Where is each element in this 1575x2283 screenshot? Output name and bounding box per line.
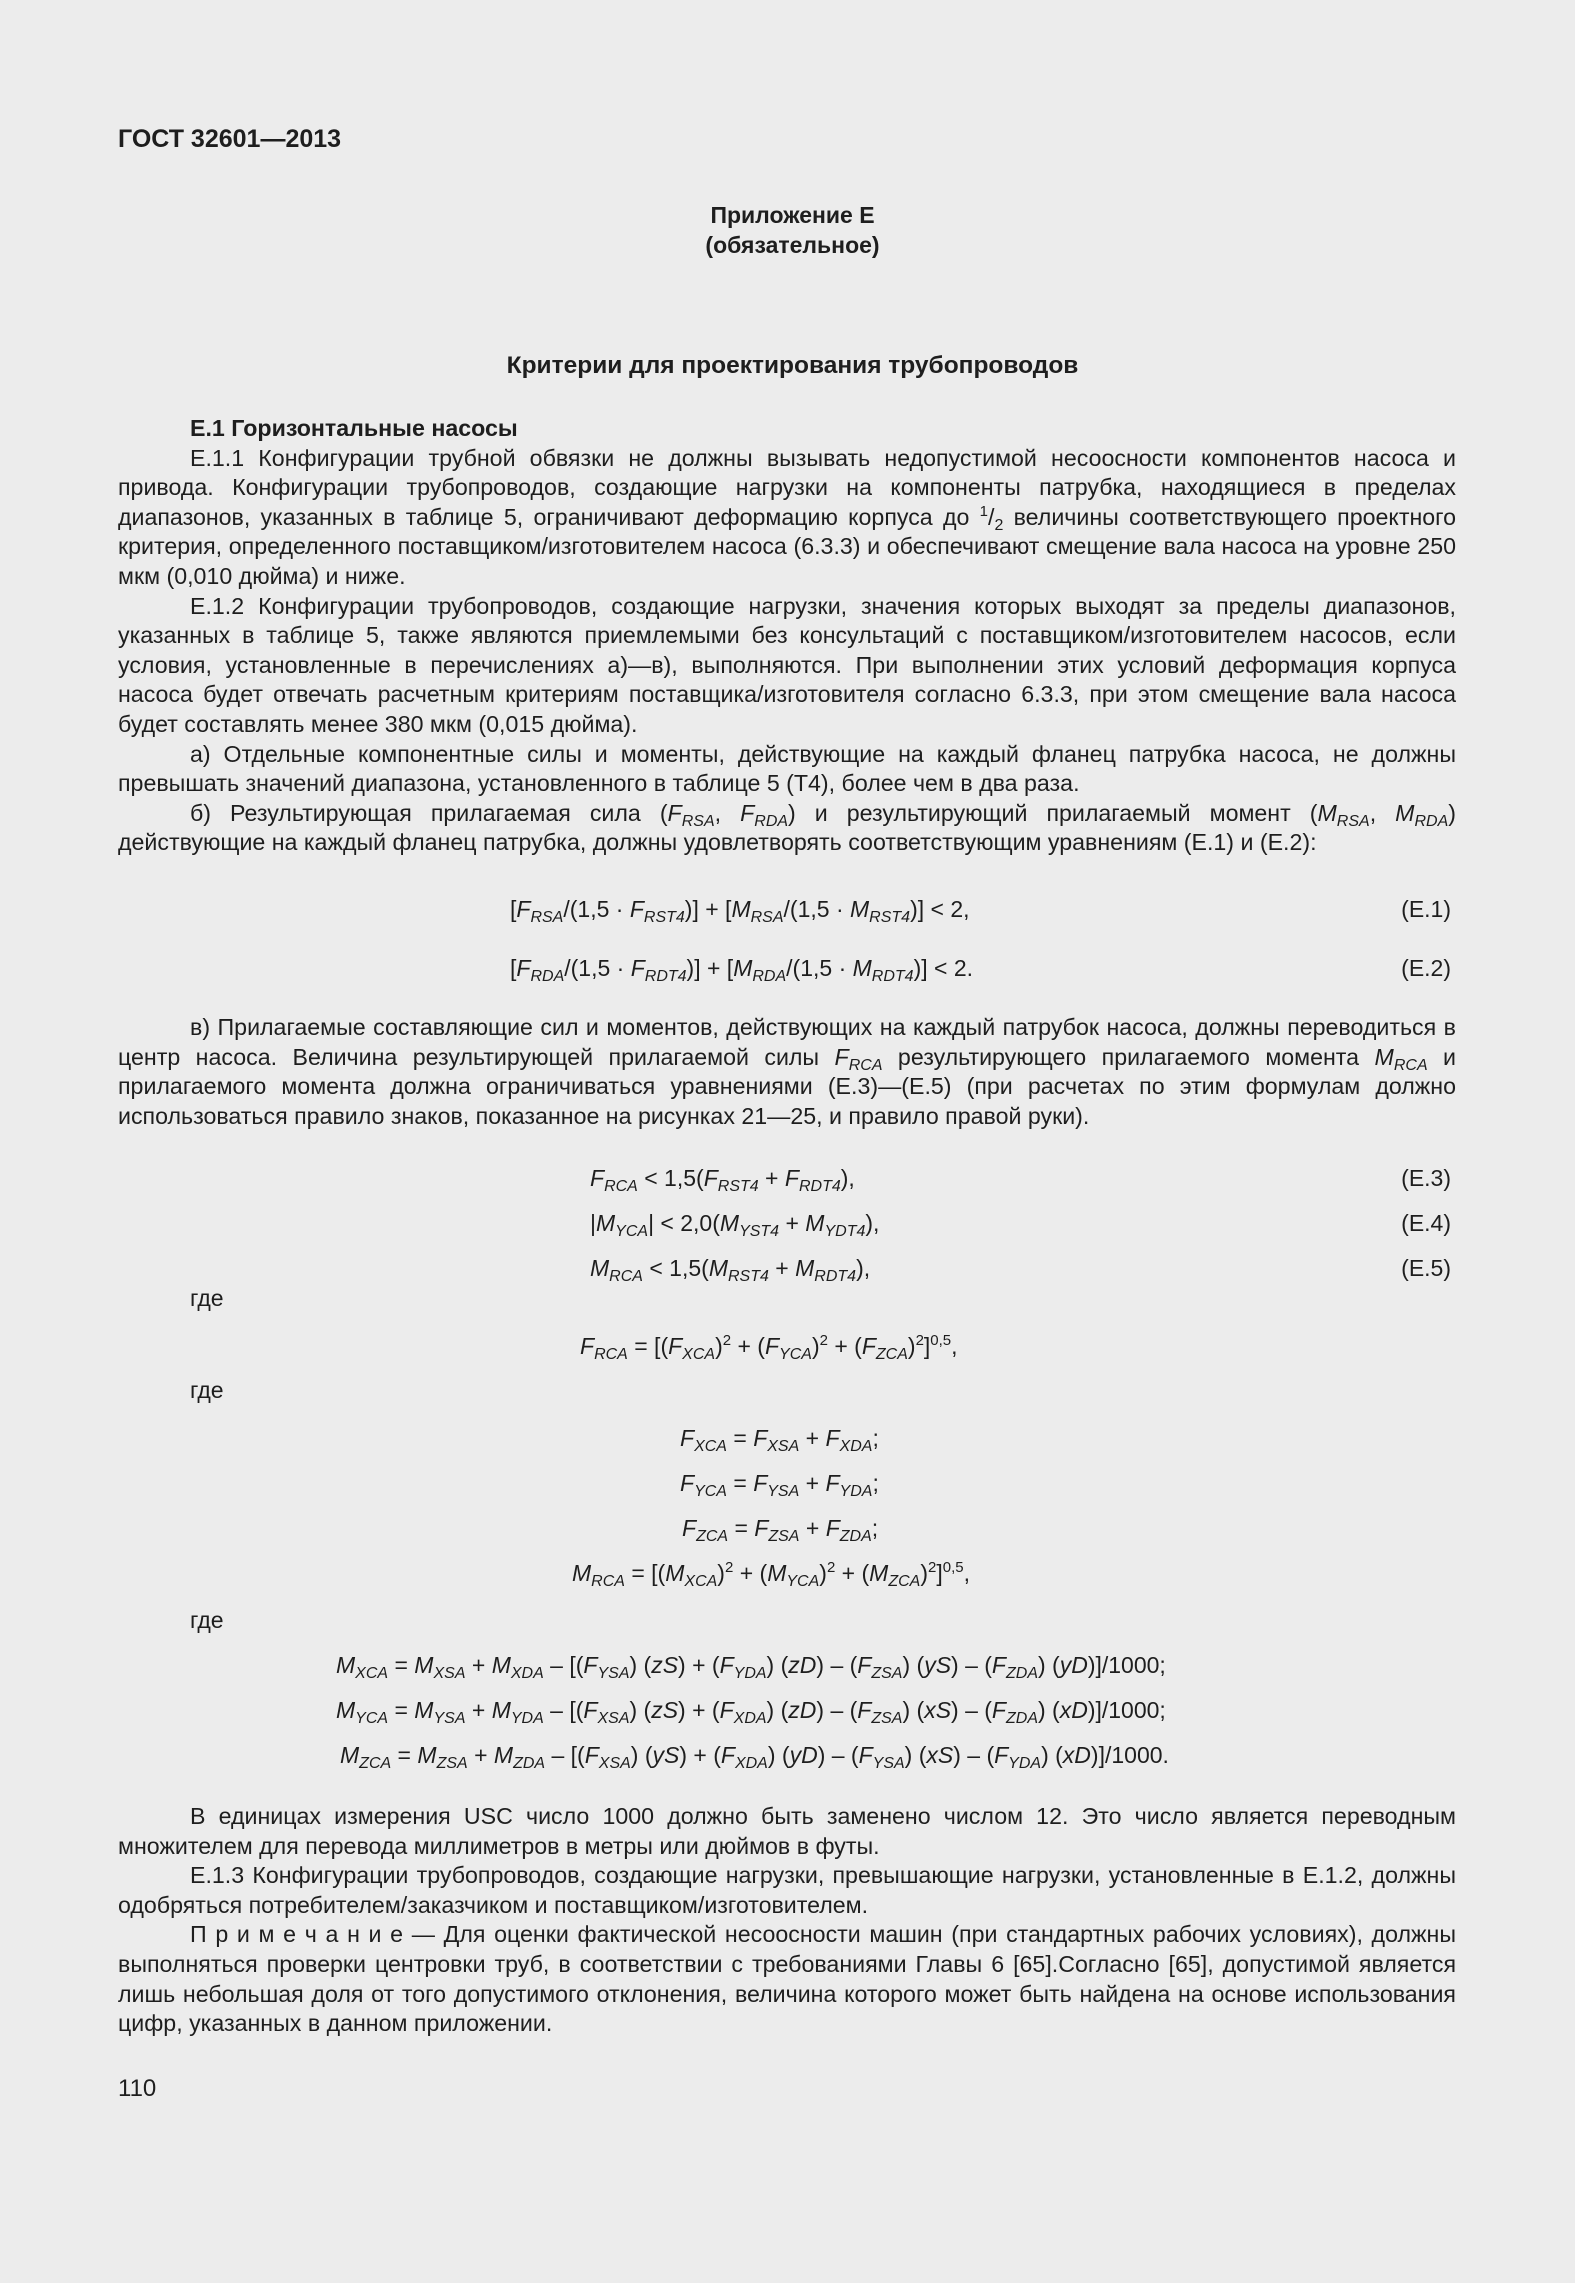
- section-heading: Критерии для проектирования трубопроводов: [506, 352, 1079, 379]
- equation-fxca: $F_{XCA} = F_{XSA} + F_{XDA}$;: [680, 1425, 879, 1455]
- paragraph-e1-1: Е.1.1 Конфигурации трубной обвязки не должны вызывать недопустимой несоосности компонентов насоса и привода. Конфигурации трубопроводов, создающие нагрузки на компоненты патрубка, находящиеся в пределах диапазонов, указанных в таблице 5, ограничивают деформацию корпуса до $^1/_2$ величины соответствующего проектного критерия, определенного поставщиком/изготовителем насоса (6.3.3) и обеспечивают смещение вала насоса на уровне 250 мкм (0,010 дюйма) и ниже.: [118, 444, 1456, 589]
- equation-number-e2: (Е.2): [1401, 955, 1451, 981]
- paragraph-item-v-block: [118, 1013, 1456, 1131]
- fraction-numerator: 1: [979, 502, 988, 520]
- equation-mzca: $M_{ZCA} = M_{ZSA} + M_{ZDA} - [(F_{XSA}) (yS) + (F_{XDA})$ $(yD) - (F_{YSA})$ $(xS) - (F_{YDA})$ (xD)]/1000.: [340, 1742, 1169, 1772]
- note-label: П р и м е ч а н и е: [190, 1921, 404, 1948]
- paragraph-item-v: в) Прилагаемые составляющие сил и моментов, действующих на каждый патрубок насоса, должны переводиться в центр насоса. Величина результирующей прилагаемой силы $F_{RCA}$ результирующего прилагаемого момента $M_{RCA}$ и прилагаемого момента должна ограничиваться уравнениями (Е.3)—(Е.5) (при расчетах по этим формулам должно использоваться правило знаков, показанное на рисунках 21—25, и правило правой руки).: [118, 1014, 1456, 1129]
- equation-number-e1: (Е.1): [1401, 896, 1451, 922]
- paragraph-e1-2: Е.1.2 Конфигурации трубопроводов, создающие нагрузки, значения которых выходят за пределы диапазонов, указанных в таблице 5, также являются приемлемыми без консультаций с поставщиком/изготовителем насосов, если условия, установленные в перечислениях а)—в), выполняются. При выполнении этих условий деформация корпуса насоса будет отвечать расчетным критериям поставщика/изготовителя согласно 6.3.3, при этом смещение вала насоса будет составлять менее 380 мкм (0,015 дюйма).: [118, 592, 1456, 737]
- equation-e4: $|M_{YCA}| < 2,0(M_{YST4} + M_{YDT4})$,: [590, 1210, 880, 1240]
- equation-frca: $F_{RCA} = [(F_{XCA})^2 + (F_{YCA})^2 + (F_{ZCA})^2]^{0,5}$,: [580, 1332, 958, 1363]
- equation-number-e3: (Е.3): [1401, 1165, 1451, 1191]
- standard-number: ГОСТ 32601—2013: [118, 125, 342, 153]
- equation-fyca: $F_{YCA} = F_{YSA} + F_{YDA}$;: [680, 1470, 879, 1500]
- paragraph-item-a: а) Отдельные компонентные силы и моменты, действующие на каждый фланец патрубка насоса, не должны превышать значений диапазона, установленного в таблице 5 (Т4), более чем в два раза.: [118, 740, 1456, 797]
- fraction-denominator: 2: [994, 516, 1004, 534]
- paragraph-e1-3: Е.1.3 Конфигурации трубопроводов, создающие нагрузки, превышающие нагрузки, установленные в Е.1.2, должны одобряться потребителем/заказчиком и поставщиком/изготовителем.: [118, 1862, 1456, 1918]
- page-number: 110: [118, 2075, 157, 2102]
- paragraph-e1-1-end: величины соответствующего проектного критерия, определенного поставщиком/изготовителем насоса (6.3.3) и обеспечивают смещение вала насоса на уровне 250 мкм (0,010 дюйма) и ниже.: [118, 503, 1456, 589]
- equation-fzca: $F_{ZCA} = F_{ZSA} + F_{ZDA}$;: [682, 1515, 879, 1545]
- annex-status: (обязательное): [705, 232, 880, 258]
- equation-number-e5: (Е.5): [1401, 1255, 1451, 1281]
- equation-e2: $[F_{RDA}/(1,5 \cdot F_{RDT4})] + [M_{RDA}/(1,5 \cdot M_{RDT4})] < 2$.: [510, 955, 974, 985]
- where-label-1: где: [190, 1285, 224, 1311]
- annex-label: Приложение Е: [710, 202, 875, 228]
- equation-mxca: $M_{XCA} = M_{XSA} + M_{XDA} - [(F_{YSA}) (zS) + (F_{YDA})$ $(zD) - (F_{ZSA})$ $(yS) - (F_{ZDA})$ (yD)]/1000;: [336, 1652, 1166, 1682]
- paragraph-usc: В единицах измерения USC число 1000 должно быть заменено числом 12. Это число является переводным множителем для перевода миллиметров в метры или дюймов в футы.: [118, 1803, 1456, 1859]
- paragraph-e1-1-start: Е.1.1 Конфигурации трубной обвязки не должны вызывать недопустимой несоосности компонентов насоса и привода. Конфигурации трубопроводов, создающие нагрузки на компоненты патрубка, находящиеся в пределах диапазонов, указанных в таблице 5, ограничивают деформацию корпуса до: [118, 444, 1456, 530]
- closing-text: [118, 1802, 1456, 2039]
- where-label-2: где: [190, 1377, 224, 1403]
- annex-title: [0, 200, 1575, 260]
- where-label-3: где: [190, 1607, 224, 1633]
- equation-e3: $F_{RCA} < 1,5(F_{RST4} + F_{RDT4})$,: [590, 1165, 855, 1195]
- equation-myca: $M_{YCA} = M_{YSA} + M_{YDA} - [(F_{XSA}) (zS) + (F_{XDA})$ $(zD) - (F_{ZSA})$ $(xS) - (F_{ZDA})$ (xD)]/1000;: [336, 1697, 1166, 1727]
- equation-e5: $M_{RCA} < 1,5(M_{RST4} + M_{RDT4})$,: [590, 1255, 871, 1285]
- equation-mrca: $M_{RCA} = [(M_{XCA})^2 + (M_{YCA})^2 + (M_{ZCA})^2]^{0,5}$,: [572, 1559, 970, 1590]
- section-e1-text: [118, 414, 1456, 858]
- equation-e1: $[F_{RSA}/(1,5 \cdot F_{RST4})] + [M_{RSA}/(1,5 \cdot M_{RST4})] < 2$,: [510, 896, 970, 926]
- paragraph-item-b: б) Результирующая прилагаемая сила ($F_{RSA}$, $F_{RDA}$) и результирующий прилагаемый момент ($M_{RSA}$, $M_{RDA}$) действующие на каждый фланец патрубка, должны удовлетворять соответствующим уравнениям (Е.1) и (Е.2):: [118, 799, 1457, 856]
- equation-number-e4: (Е.4): [1401, 1210, 1451, 1236]
- note: [118, 1920, 1456, 2038]
- note-text: — Для оценки фактической несоосности машин (при стандартных рабочих условиях), должны выполняться проверки центровки труб, в соответствии с требованиями Главы 6 [65].Согласно [65], допустимой является лишь небольшая доля от того допустимого отклонения, величина которого может быть найдена на основе использования цифр, указанных в данном приложении.: [118, 1921, 1456, 2037]
- subsection-title: Е.1 Горизонтальные насосы: [190, 415, 518, 441]
